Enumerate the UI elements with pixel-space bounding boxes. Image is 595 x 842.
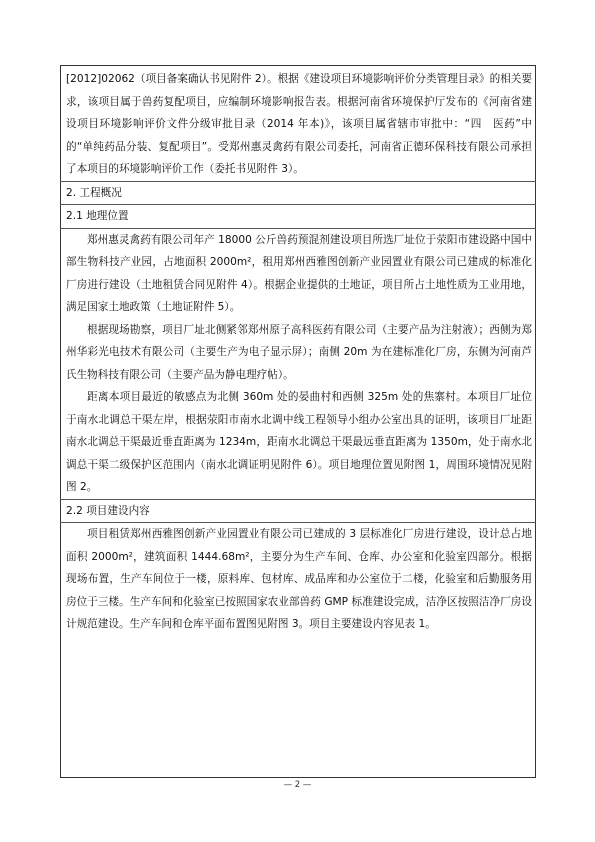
paragraph-construction: 项目租赁郑州西雅图创新产业园置业有限公司已建成的 3 层标准化厂房进行建设，设计总占地面积 2000m²，建筑面积 1444.68m²，主要分为生产车间、仓库、办公室和化验室四部分。根据现场布置，生产车间位于一楼，原料库、包材库、成品库和办公室位于二楼，化验室和后勤服务用房位于三楼。生产车间和化验室已按照国家农业部兽药 GMP 标准建设完成，洁净区按照洁净厂房设计规范建设。生产车间和仓库平面布置图见附图 3。项目主要建设内容见表 1。 xyxy=(66,528,532,630)
document-body xyxy=(66,68,532,636)
section-2-1-heading: 2.1 地理位置 xyxy=(60,204,536,228)
paragraph-sensitive-points: 距离本项目最近的敏感点为北侧 360m 处的晏曲村和西侧 325m 处的焦寨村。本项目厂址位于南水北调总干渠左岸，根据荥阳市南水北调中线工程领导小组办公室出具的证明，该项目厂址距南水北调总干渠最近垂直距离为 1234m，距南水北调总干渠最远垂直距离为 1350m，处于南水北调总干渠二级保护区范围内（南水北调证明见附件 6）。项目地理位置见附图 1，周围环境情况见附图 2。 xyxy=(66,391,532,493)
section-2-2-heading: 2.2 项目建设内容 xyxy=(60,499,536,523)
section-2-heading: 2. 工程概况 xyxy=(60,181,536,205)
paragraph-surroundings: 根据现场勘察，项目厂址北侧紧邻郑州原子高科医药有限公司（主要产品为注射液）；西侧为郑州华彩光电技术有限公司（主要生产为电子显示屏）；南侧 20m 为在建标准化厂房，东侧为河南芦氏生物科技有限公司（主要产品为静电理疗帖）。 xyxy=(66,323,532,381)
intro-paragraph: [2012]02062（项目备案确认书见附件 2）。根据《建设项目环境影响评价分类管理目录》的相关要求，该项目属于兽药复配项目，应编制环境影响报告表。根据河南省环境保护厅发布的《河南省建设项目环境影响评价文件分级审批目录（2014 年本)》，该项目属省辖市审批中：“四 医药”中的“单纯药品分装、复配项目”。受郑州惠灵禽药有限公司委托，河南省正德环保科技有限公司承担了本项目的环境影响评价工作（委托书见附件 3）。 xyxy=(66,73,532,175)
paragraph-location: 郑州惠灵禽药有限公司年产 18000 公斤兽药预混剂建设项目所选厂址位于荥阳市建设路中国中部生物科技产业园，占地面积 2000m²，租用郑州西雅图创新产业园置业有限公司已建成的标准化厂房进行建设（土地租赁合同见附件 4）。根据企业提供的土地证，项目所占土地性质为工业用地，满足国家土地政策（土地证附件 5）。 xyxy=(66,233,532,313)
page-number: — 2 — xyxy=(283,780,312,790)
